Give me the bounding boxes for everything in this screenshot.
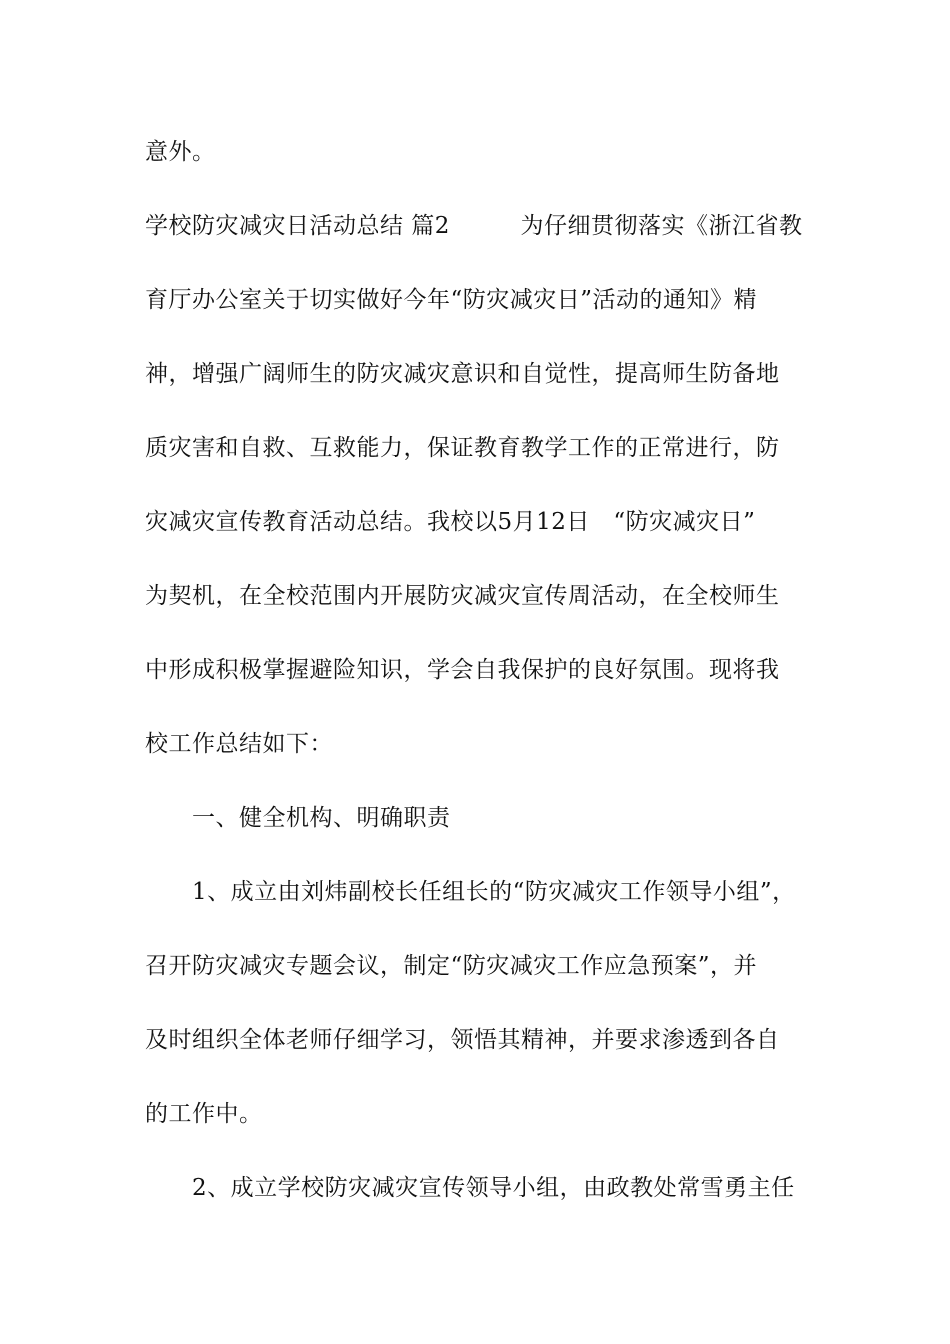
text-line: 育厅办公室关于切实做好今年“防灾减灾日”活动的通知》精 (145, 287, 758, 313)
text-line: 2、成立学校防灾减灾宣传领导小组，由政教处常雪勇主任 (192, 1175, 795, 1201)
text-line: 及时组织全体老师仔细学习，领悟其精神，并要求渗透到各自 (145, 1027, 780, 1053)
text-line: 召开防灾减灾专题会议，制定“防灾减灾工作应急预案”，并 (145, 953, 758, 979)
text-line: 1、成立由刘炜副校长任组长的“防灾减灾工作领导小组”， (192, 879, 796, 905)
text-line: 为契机，在全校范围内开展防灾减灾宣传周活动，在全校师生 (145, 583, 780, 609)
text-line: 校工作总结如下： (145, 731, 333, 757)
text-line: 灾减灾宣传教育活动总结。我校以5月12日 “防灾减灾日” (145, 509, 756, 535)
text-line: 学校防灾减灾日活动总结 篇2 为仔细贯彻落实《浙江省教 (145, 213, 803, 239)
text-line: 质灾害和自救、互救能力，保证教育教学工作的正常进行，防 (145, 435, 780, 461)
text-line: 的工作中。 (145, 1101, 263, 1127)
text-line: 神，增强广阔师生的防灾减灾意识和自觉性，提高师生防备地 (145, 361, 780, 387)
text-line: 意外。 (145, 139, 216, 165)
text-line: 中形成积极掌握避险知识，学会自我保护的良好氛围。现将我 (145, 657, 780, 683)
section-heading: 一、健全机构、明确职责 (192, 805, 451, 831)
